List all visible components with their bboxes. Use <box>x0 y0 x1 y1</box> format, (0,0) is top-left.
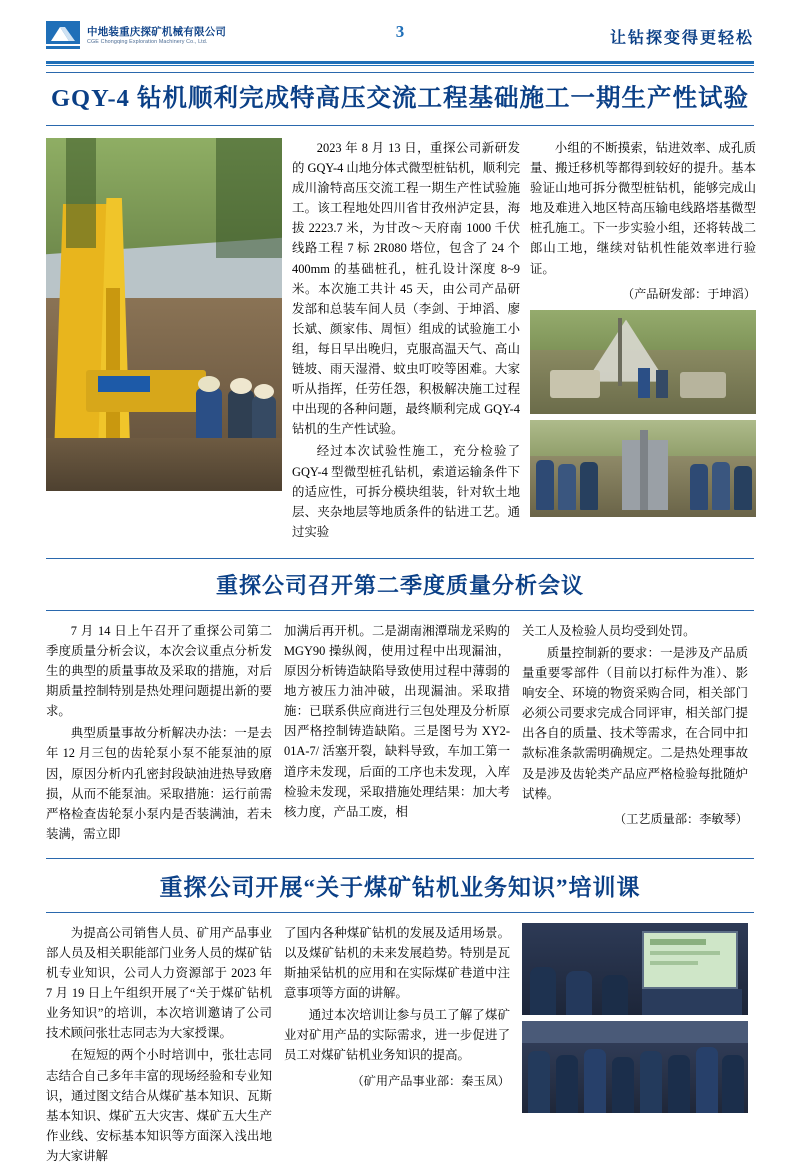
photo-training-audience <box>522 1021 748 1113</box>
article3-c2-p1: 了国内各种煤矿钻机的发展及适用场景。以及煤矿钻机的未来发展趋势。特别是瓦斯抽采钻机的应用和在实际煤矿巷道中注意事项等方面的讲解。 <box>284 925 510 1001</box>
article1-figure-column <box>46 138 282 544</box>
article2-c3-p1: 关工人及检验人员均受到处罚。 <box>522 623 696 638</box>
article3-column-2 <box>284 923 510 1168</box>
article2-c3-p2: 质量控制新的要求：一是涉及产品质量重要零部件（目前以打标件为准）、影响安全、环境的物资采购合同，相关部门必须公司要求完成合同评审，相关部门提出各自的质量、技术等需求，在合同中扣款标准条款需明确规定。二是热处理事故及是涉及齿轮类产品应严格检验每批随炉试棒。 <box>522 645 748 801</box>
article3-rule-top <box>46 858 754 859</box>
article1-column-middle <box>292 138 520 544</box>
page-number: 3 <box>395 22 405 41</box>
article3-signature: （矿用产品事业部：秦玉凤） <box>351 1073 510 1088</box>
masthead <box>0 0 800 72</box>
article2-column-2 <box>284 621 510 846</box>
photo-crowd-site <box>530 420 756 517</box>
article2-body <box>46 621 754 846</box>
article2-c1-p2: 典型质量事故分析解决办法：一是去年 12 月三包的齿轮泵小泵不能泵油的原因，原因分析内孔密封段缺油进热导致磨损，从而不能泵油。采取措施：运行前需严格检查齿轮泵小泵内是否装满油，若未装满，需立即 <box>46 726 272 841</box>
article3-headline: 重探公司开展“关于煤矿钻机业务知识”培训课 <box>159 874 641 900</box>
article1-body <box>46 138 754 544</box>
photo-tent-site <box>530 310 756 414</box>
article-quality-meeting <box>0 558 800 846</box>
header-divider <box>46 61 754 64</box>
article3-c1-p1: 为提高公司销售人员、矿用产品事业部人员及相关职能部门业务人员的煤矿钻机专业知识，公司人力资源部于 2023 年 7 月 19 日上午组织开展了“关于煤矿钻机业务知识”的培训，本次培训邀请了公司技术顾问张壮志同志为大家授课。 <box>46 925 272 1041</box>
article3-column-1 <box>46 923 272 1168</box>
article1-headline: GQY-4 钻机顺利完成特高压交流工程基础施工一期生产性试验 <box>50 85 750 112</box>
article1-paragraph-1: 2023 年 8 月 13 日，重探公司新研发的 GQY-4 山地分体式微型桩钻机，顺利完成川渝特高压交流工程一期生产性试验施工。该工程地处四川省甘孜州泸定县，海拔 2223.7 米，为甘改〜天府南 1000 千伏线路工程 7 标 2R080 塔位，包含了 24 个 400mm 的基础桩孔，桩孔设计深度 8~9 米。本次施工共计 45 天，由公司产品研发部和总装车间人员（李剑、于坤滔、廖长斌、颜家伟、周恒）组成的试验施工小组，每日早出晚归，克服高温天气、高山链坡、雨天湿滑、蚊虫叮咬等困难。大家听从指挥，任劳任怨，积极解决施工过程中出现的各种问题，最终顺利完成 GQY-4 钻机的生产性试验。 <box>292 141 520 437</box>
article3-c2-p2: 通过本次培训让参与员工了解了煤矿业对矿用产品的实际需求，进一步促进了员工对煤矿钻机业务知识的提高。 <box>284 1008 510 1063</box>
article1-rule-top <box>46 72 754 73</box>
article2-c2-p1: 加满后再开机。二是湖南湘潭瑞龙采购的 MGY90 操纵阀，使用过程中出现漏油，原因分析铸造缺陷导致使用过程中薄弱的地方被压力油冲破，出现漏油。采取措施：已联系供应商进行三包处理及分析原因严格控制铸造缺陷。三是图号为 XY2-01A-7/ 活塞开裂，缺料导致，车加工第一道序未发现，后面的工序也未发现，入库检验未发现，采取措施处理结果：加大考核力度，产品工废，相 <box>284 623 510 819</box>
article2-rule-bottom <box>46 610 754 611</box>
article-training-course <box>0 858 800 1168</box>
article2-column-3 <box>522 621 748 846</box>
article2-rule-top <box>46 558 754 559</box>
company-name-en: CGE Chongqing Exploration Machinery Co., Ltd. <box>87 39 208 46</box>
article2-c1-p1: 7 月 14 日上午召开了重探公司第二季度质量分析会议，本次会议重点分析发生的典型的质量事故及采取的措施，对后期质量控制特别是热处理问题提出新的要求。 <box>46 623 272 719</box>
photo-drill-rig <box>46 138 282 491</box>
article2-column-1 <box>46 621 272 846</box>
article3-figure-column <box>522 923 748 1168</box>
article2-headline: 重探公司召开第二季度质量分析会议 <box>215 572 584 598</box>
masthead-slogan: 让钻探变得更轻松 <box>609 29 754 47</box>
article1-rule-bottom <box>46 125 754 126</box>
article3-rule-bottom <box>46 912 754 913</box>
article3-c1-p2: 在短短的两个小时培训中，张壮志同志结合自己多年丰富的现场经验和专业知识，通过图文结合从煤矿基本知识、瓦斯基本知识、煤矿五大灾害、煤矿五大生产作业线、安标基本知识等方面深入浅出地为大家讲解 <box>46 1048 272 1163</box>
article2-signature: （工艺质量部：李敏琴） <box>613 811 748 826</box>
article3-body <box>46 923 754 1168</box>
article-gqy4 <box>0 72 800 544</box>
article1-paragraph-3: 小组的不断摸索，钻进效率、成孔质量、搬迁移机等都得到较好的提升。基本验证山地可拆分微型桩钻机，能够完成山地及难进入地区特高压输电线路塔基微型桩孔施工。下一步实验小组，还将转战二郎山工地，继续对钻机性能效率进行验证。 <box>530 141 756 276</box>
photo-training-class <box>522 923 748 1015</box>
article1-column-right <box>530 138 756 544</box>
article1-paragraph-2: 经过本次试验性施工，充分检验了 GQY-4 型微型桩孔钻机，索道运输条件下的适应性，可拆分模块组装，针对软土地层、夹杂地层等地质条件的钻进工艺。通过实验 <box>292 444 520 539</box>
article1-signature: （产品研发部：于坤滔） <box>621 286 756 301</box>
company-name-cn: 中地装重庆探矿机械有限公司 <box>87 26 227 39</box>
